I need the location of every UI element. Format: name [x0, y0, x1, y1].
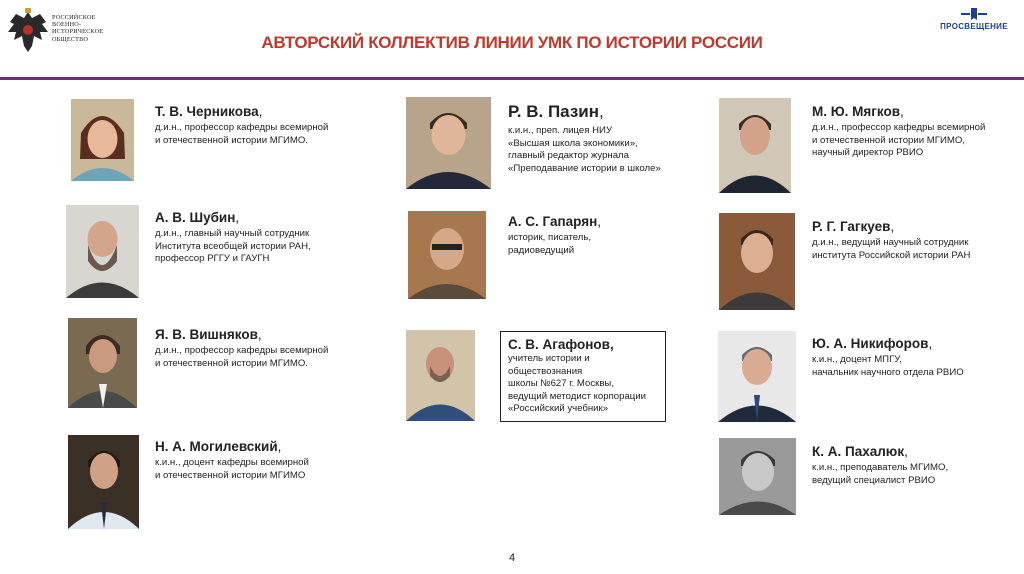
author-description: д.и.н., профессор кафедры всемирной и отечественной истории МГИМО, научный директор РВИО: [812, 122, 986, 159]
author-name: А. В. Шубин,: [155, 210, 240, 225]
author-description: учитель истории и обществознания школы №627 г. Москвы, ведущий методист корпорации «Российский учебник»: [508, 353, 647, 415]
author-photo: [68, 318, 137, 408]
author-photo: [68, 435, 139, 529]
rvio-org-name: РОССИЙСКОЕ ВОЕННО-ИСТОРИЧЕСКОЕ ОБЩЕСТВО: [52, 14, 104, 43]
author-photo: [71, 99, 134, 181]
author-photo: [66, 205, 139, 298]
author-description: историк, писатель, радиоведущий: [508, 232, 592, 256]
author-description: д.и.н., главный научный сотрудник Института всеобщей истории РАН, профессор РГГУ и ГАУГН: [155, 228, 311, 265]
author-name: Т. В. Черникова,: [155, 104, 263, 119]
author-photo: [719, 213, 795, 310]
publisher-name: ПРОСВЕЩЕНИЕ: [940, 22, 1008, 31]
page-title: АВТОРСКИЙ КОЛЛЕКТИВ ЛИНИИ УМК ПО ИСТОРИИ РОССИИ: [261, 33, 763, 52]
author-name: А. С. Гапарян,: [508, 214, 602, 229]
author-name: М. Ю. Мягков,: [812, 104, 904, 119]
book-mark-icon: [961, 8, 987, 20]
author-name: Ю. А. Никифоров,: [812, 336, 933, 351]
author-photo: [406, 330, 475, 421]
header-divider: [0, 77, 1024, 80]
author-description: д.и.н., ведущий научный сотрудник института Российской истории РАН: [812, 237, 971, 261]
author-name: Р. Г. Гагкуев,: [812, 219, 895, 234]
prosveshchenie-logo: [934, 8, 1014, 34]
author-description: д.и.н., профессор кафедры всемирной и отечественной истории МГИМО.: [155, 345, 329, 369]
slide-header: [0, 0, 1024, 80]
highlighted-author-box: [500, 331, 666, 422]
author-description: к.и.н., доцент МПГУ, начальник научного отдела РВИО: [812, 354, 964, 378]
page-number: 4: [508, 552, 516, 564]
author-name: Р. В. Пазин,: [508, 102, 604, 121]
author-photo: [406, 97, 491, 189]
author-description: д.и.н., профессор кафедры всемирной и отечественной истории МГИМО.: [155, 122, 329, 146]
author-description: к.и.н., преп. лицея НИУ «Высшая школа экономики», главный редактор журнала «Преподавание истории в школе»: [508, 125, 661, 174]
author-name: Я. В. Вишняков,: [155, 327, 262, 342]
author-description: к.и.н., доцент кафедры всемирной и отечественной истории МГИМО: [155, 457, 309, 481]
author-description: к.и.н., преподаватель МГИМО, ведущий специалист РВИО: [812, 462, 949, 486]
author-name: С. В. Агафонов,: [508, 337, 614, 352]
author-photo: [718, 331, 796, 422]
author-name: Н. А. Могилевский,: [155, 439, 282, 454]
author-photo: [408, 211, 486, 299]
author-name: К. А. Пахалюк,: [812, 444, 908, 459]
author-photo: [719, 438, 796, 515]
author-photo: [719, 98, 791, 193]
